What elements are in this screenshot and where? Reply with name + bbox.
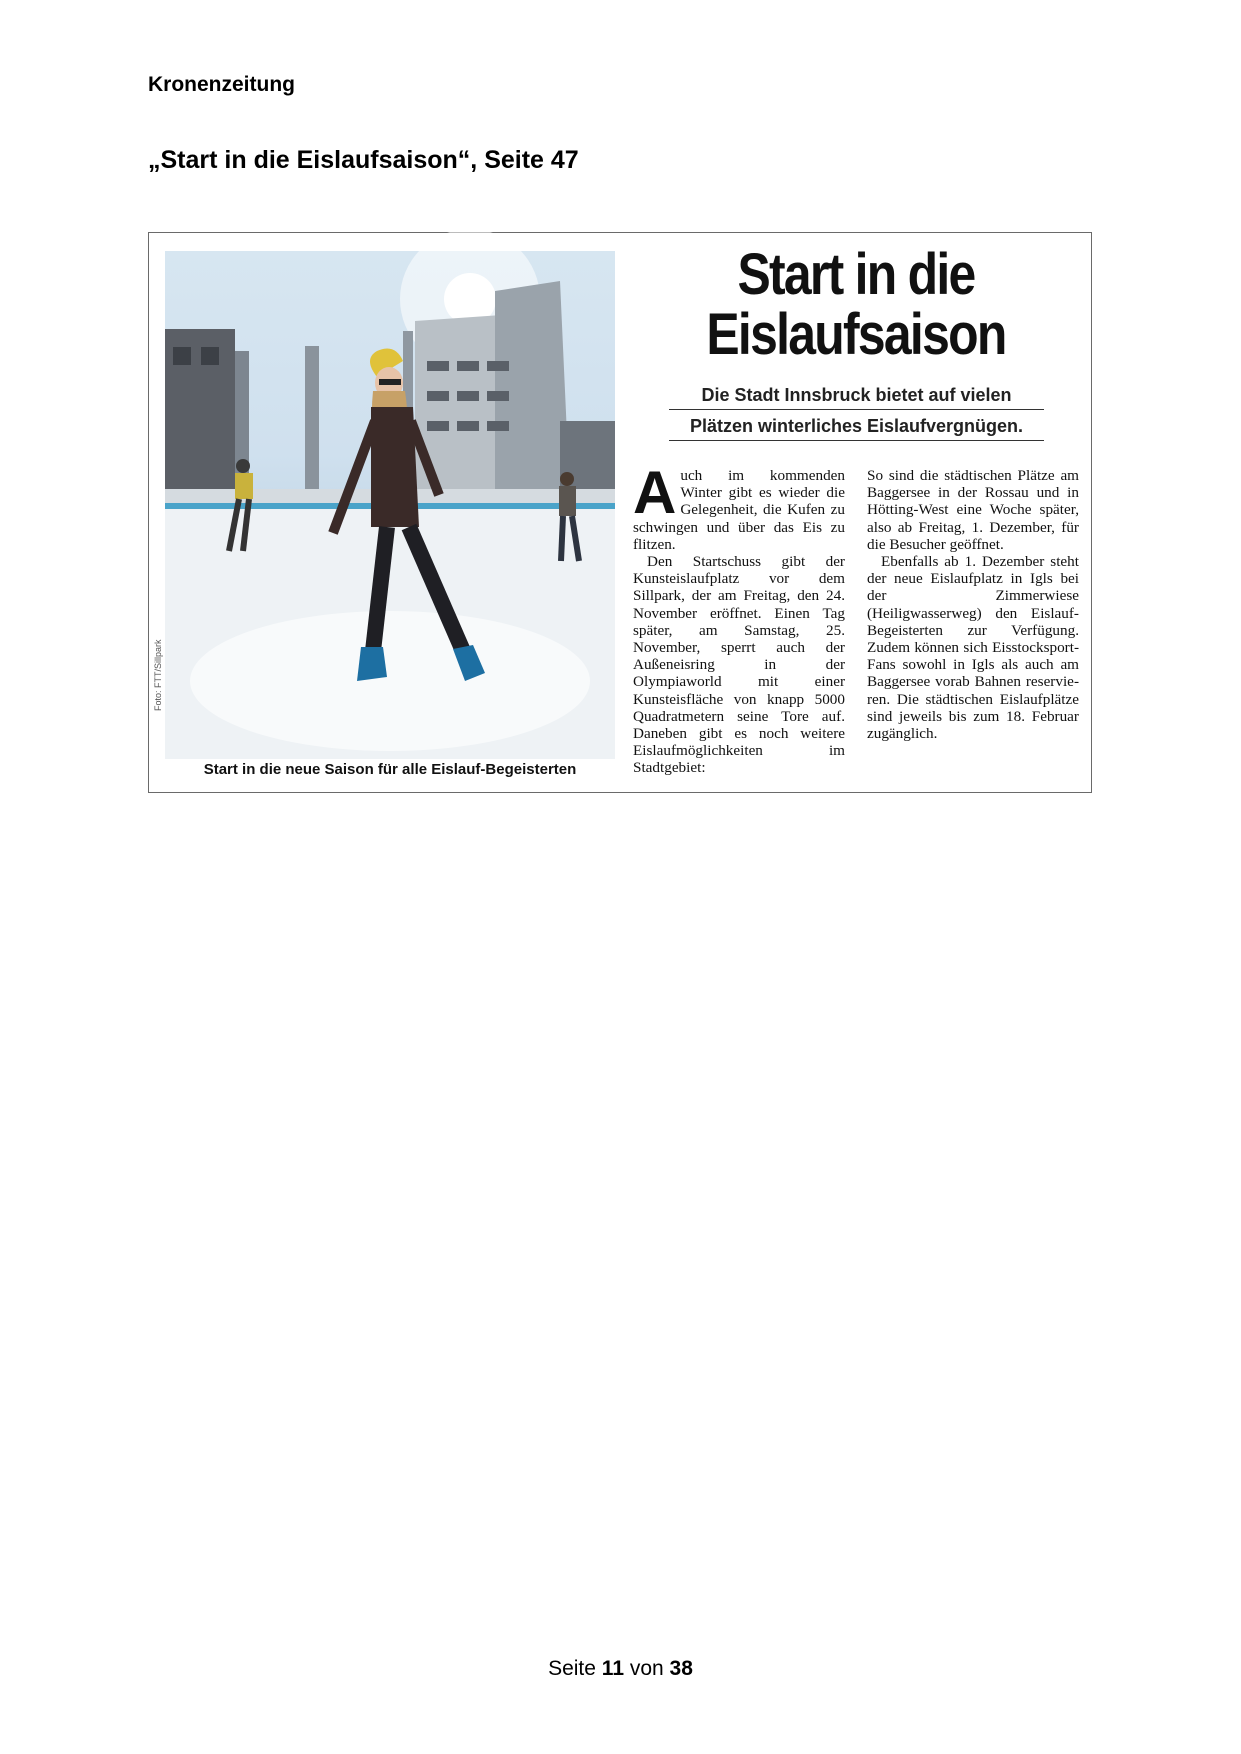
footer-prefix: Seite [548,1657,596,1680]
headline-line-2: Eislaufsaison [706,302,1006,367]
newspaper-clipping [148,232,1092,793]
article-column-2 [867,467,1079,742]
current-page-number: 11 [601,1657,624,1680]
paragraph-4: Ebenfalls ab 1. Dezember steht der neue Eislaufplatz in Igls bei der Zimmerwiese (Heiligwasserweg) den Eislauf-Begeisterten zur Verfügung. Zudem können sich Eisstocksport-Fans sowohl in Igls als auch am Baggersee vorab Bahnen reservieren. Die städtischen Eislaufplätze sind jeweils bis zum 18. Februar zugänglich. [867,553,1079,743]
source-name: Kronenzeitung [148,73,295,96]
subheadline-line-2: Plätzen winterliches Eislaufvergnügen. [669,416,1044,441]
ice-skating-scene [165,251,615,759]
total-page-count: 38 [669,1657,693,1680]
article-headline [669,242,1042,367]
photo-caption: Start in die neue Saison für alle Eislauf-Begeisterten [203,761,577,778]
article-column-1 [633,459,845,777]
subheadline-line-1: Die Stadt Innsbruck bietet auf vielen [669,385,1044,410]
ice-skating-photo [153,251,615,759]
footer-middle: von [629,1657,664,1680]
page-footer [0,1657,1241,1681]
paragraph-1 [633,459,845,553]
document-title: „Start in die Eislaufsaison“, Seite 47 [148,146,579,174]
photo-credit: Foto: FTT/Sillpark [153,639,163,711]
drop-cap: A [633,459,677,526]
paragraph-3: So sind die städtischen Plätze am Baggersee in der Rossau und in Hötting-West eine Woche später, also ab Freitag, 1. Dezember, für die Besucher geöffnet. [867,467,1079,553]
headline-line-1: Start in die [737,242,975,307]
paragraph-2: Den Startschuss gibt der Kunsteislaufplatz vor dem Sillpark, der am Freitag, den 24. November eröffnet. Einen Tag später, am Samstag, 25. November, sperrt auch der Außeneisring in der Olympiaworld mit einer Kunsteisfläche von knapp 5000 Quadratmetern seine Tore auf. Daneben gibt es noch weitere Eislaufmöglichkeiten im Stadtgebiet: [633,553,845,777]
paragraph-1-text: uch im kommenden Winter gibt es wieder die Gelegenheit, die Kufen zu schwingen und über das Eis zu flitzen. [633,467,845,553]
